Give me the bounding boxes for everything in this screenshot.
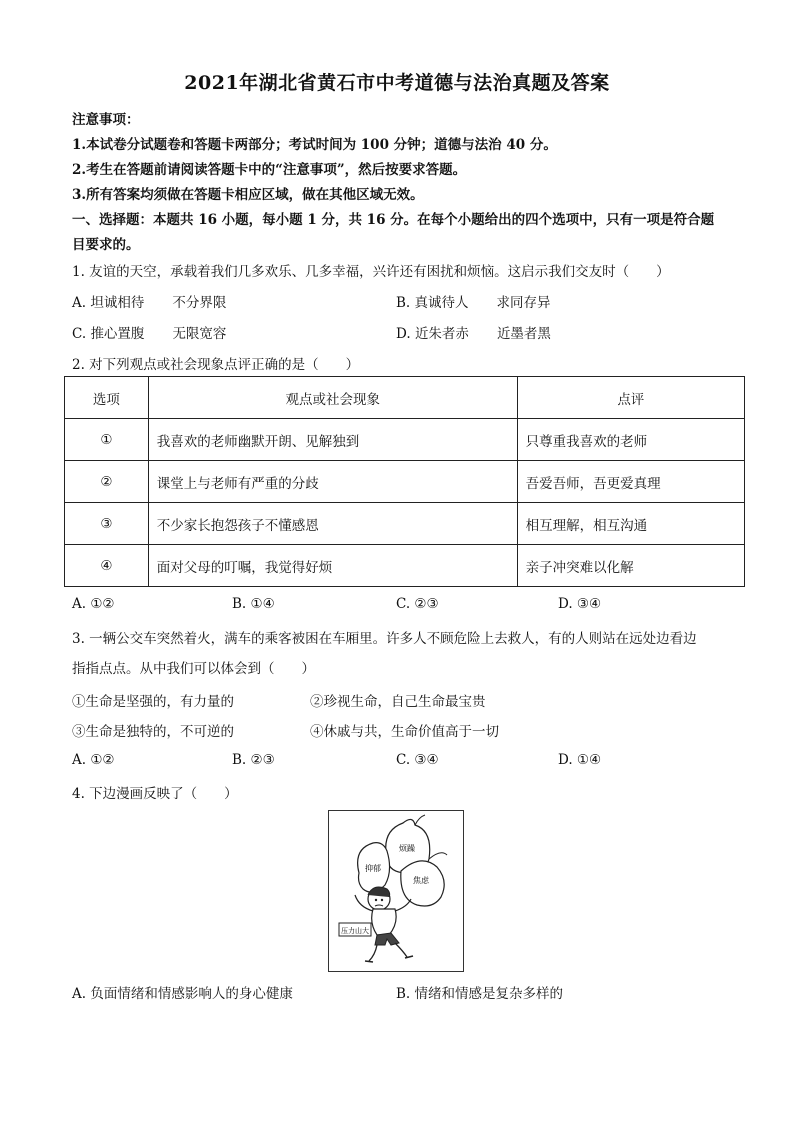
table-row: [65, 503, 745, 545]
q3-stem-line2: 指指点点。从中我们可以体会到（ ）: [72, 661, 315, 677]
page-title: 2021年湖北省黄石市中考道德与法治真题及答案: [184, 72, 610, 94]
q3-option-b: B. ②③: [232, 752, 275, 768]
cartoon-label: 压力山大: [341, 927, 369, 935]
table-cell: ④: [65, 545, 149, 587]
section-instructions-line2: 目要求的。: [72, 237, 140, 253]
q2-option-a: A. ①②: [72, 596, 115, 612]
table-header: 观点或社会现象: [148, 377, 517, 419]
cartoon-label: 抑郁: [365, 864, 381, 873]
table-cell: 课堂上与老师有严重的分歧: [148, 461, 517, 503]
q4-option-a: A. 负面情绪和情感影响人的身心健康: [72, 986, 293, 1002]
table-header: 点评: [517, 377, 744, 419]
q3-statement-4: ④休戚与共，生命价值高于一切: [310, 724, 499, 740]
table-cell: 相互理解，相互沟通: [517, 503, 744, 545]
q2-stem: 2. 对下列观点或社会现象点评正确的是（ ）: [72, 357, 360, 373]
q1-option-d: D. 近朱者赤 近墨者黑: [396, 326, 551, 342]
table-header-row: [65, 377, 745, 419]
q3-statement-1: ①生命是坚强的，有力量的: [72, 694, 234, 710]
table-row: [65, 419, 745, 461]
notice-item-3: 3.所有答案均须做在答题卡相应区域，做在其他区域无效。: [72, 187, 424, 203]
table-cell: ①: [65, 419, 149, 461]
q2-option-d: D. ③④: [558, 596, 602, 612]
table-cell: 面对父母的叮嘱，我觉得好烦: [148, 545, 517, 587]
q3-option-c: C. ③④: [396, 752, 439, 768]
table-cell: ②: [65, 461, 149, 503]
table-cell: 只尊重我喜欢的老师: [517, 419, 744, 461]
table-row: [65, 545, 745, 587]
q3-statement-2: ②珍视生命，自己生命最宝贵: [310, 694, 486, 710]
table-row: [65, 461, 745, 503]
notice-item-1: 1.本试卷分试题卷和答题卡两部分；考试时间为 100 分钟；道德与法治 40 分。: [72, 137, 557, 153]
q2-table: [64, 376, 745, 587]
table-cell: ③: [65, 503, 149, 545]
q2-option-c: C. ②③: [396, 596, 439, 612]
q3-statement-3: ③生命是独特的，不可逆的: [72, 724, 234, 740]
q1-option-b: B. 真诚待人 求同存异: [396, 295, 551, 311]
table-cell: 吾爱吾师，吾更爱真理: [517, 461, 744, 503]
q4-option-b: B. 情绪和情感是复杂多样的: [396, 986, 564, 1002]
q3-option-d: D. ①④: [558, 752, 602, 768]
notice-heading: 注意事项：: [72, 112, 140, 128]
q3-stem-line1: 3. 一辆公交车突然着火，满车的乘客被困在车厢里。许多人不顾危险上去救人，有的人则站在远处边看边: [72, 631, 697, 647]
stress-cartoon-image: [328, 810, 464, 972]
table-cell: 我喜欢的老师幽默开朗、见解独到: [148, 419, 517, 461]
cartoon-label: 焦虑: [413, 876, 429, 885]
section-instructions-line1: 一、选择题：本题共 16 小题，每小题 1 分，共 16 分。在每个小题给出的四个选项中，只有一项是符合题: [72, 212, 715, 228]
cartoon-label: 烦躁: [399, 844, 415, 853]
q1-option-a: A. 坦诚相待 不分界限: [72, 295, 227, 311]
table-header: 选项: [65, 377, 149, 419]
table-cell: 不少家长抱怨孩子不懂感恩: [148, 503, 517, 545]
q3-option-a: A. ①②: [72, 752, 115, 768]
q4-stem: 4. 下边漫画反映了（ ）: [72, 786, 238, 802]
notice-item-2: 2.考生在答题前请阅读答题卡中的“注意事项”，然后按要求答题。: [72, 162, 467, 178]
q1-stem: 1. 友谊的天空，承载着我们几多欢乐、几多幸福，兴许还有困扰和烦恼。这启示我们交友时（ ）: [72, 264, 670, 280]
q2-option-b: B. ①④: [232, 596, 275, 612]
table-cell: 亲子冲突难以化解: [517, 545, 744, 587]
q1-option-c: C. 推心置腹 无限宽容: [72, 326, 227, 342]
